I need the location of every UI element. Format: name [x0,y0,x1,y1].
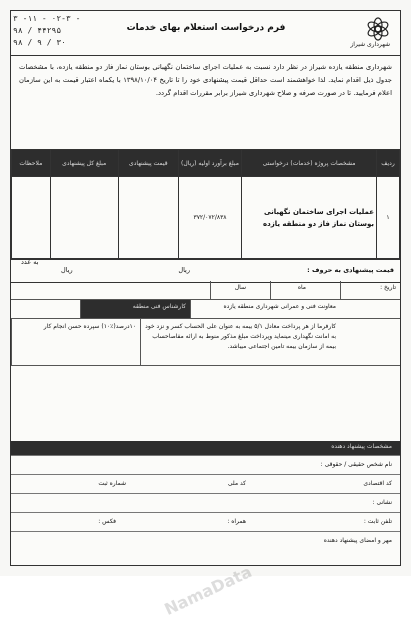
registration-label: شماره ثبت [98,480,126,487]
phone-row[interactable] [11,513,400,532]
sum-words-label: قیمت پیشنهادی به حروف : [307,266,394,274]
intro-paragraph: شهرداری منطقه یازده شیراز در نظر دارد نسبت به عملیات اجرای ساختمان نگهبانی بوستان نماز فاز دو منطقه یازده، با مشخصات جدول ذیل اقدام نماید. لذا خواهشمند است حداقل قیمت پیشنهادی خود را تا تاریخ ۱۳۹۸/۱۰/۰۴ با یکماه اعتبار قیمت به این سازمان اعلام فرمایید. تا در صورت صرفه و صلاح شهرداری شیراز برابر مقررات اقدام گردد. [19,63,392,97]
col-total-price: مبلغ کل پیشنهادی [50,150,118,177]
signature-row[interactable] [11,532,400,550]
phone-label: تلفن ثابت : [363,518,392,525]
office-row [11,300,400,319]
col-notes: ملاحظات [12,150,51,177]
office-label: معاونت فنی و عمرانی شهرداری منطقه یازده [190,300,340,318]
contractor-name-label: نام شخص حقیقی / حقوقی : [320,461,392,468]
col-unit-price: قیمت پیشنهادی [118,150,178,177]
sum-number-rial: ریال [61,266,73,274]
contractor-codes-row[interactable] [11,475,400,494]
table-header-row [12,150,400,177]
contractor-name-row[interactable] [11,456,400,475]
sum-number-label: به عدد [21,258,39,266]
col-description: مشخصات پروژه (خدمات) درخواستی [242,150,377,177]
sum-in-words-row [11,259,400,283]
ref-line-3: ۹۸ / ۹ / ۳۰ [13,38,66,47]
form-title: فرم درخواست استعلام بهای خدمات [126,23,286,33]
expert-label: کارشناس فنی منطقه [80,300,190,318]
row-estimate: ۳۷۲/۰۷۲/۸۳۸ [179,177,242,259]
row-total-price[interactable] [50,177,118,259]
form-header [11,11,400,56]
form-frame [10,10,401,619]
col-estimate: مبلغ برآورد اولیه (ریال) [179,150,242,177]
col-row-no: ردیف [377,150,400,177]
logo-caption: شهرداری شیراز [350,41,390,48]
month-label: ماه [270,281,310,299]
terms-text: کارفرما از هر پرداخت معادل ۵/۱ بیمه به عنوان علی الحساب کسر و نزد خود به امانت نگهداری مینماید وپرداخت مبلغ مذکور منوط به ارائه مفاصاحساب بیمه از سازمان بیمه تامین اجتماعی میباشد. [140,319,340,365]
ref-line-2: ۹۸ / ۴۴۲۹۵ [13,26,62,35]
contractor-title: مشخصات پیشنهاد دهنده [331,443,392,450]
contractor-section [11,441,400,550]
row-description: عملیات اجرای ساختمان نگهبانی بوستان نماز فاز دو منطقه یازده [242,177,377,259]
mobile-label: همراه : [227,518,246,525]
national-code-label: کد ملی [227,480,246,487]
signature-label: مهر و امضای پیشنهاد دهنده [323,537,392,544]
address-row[interactable] [11,494,400,513]
reference-box [13,13,103,51]
economic-code-label: کد اقتصادی [363,480,392,487]
address-label: نشانی : [372,499,392,506]
date-row [11,281,400,300]
ref-line-1: ۳ -۱۱ - ۰۲-۳ - [13,14,81,23]
year-label: سال [210,281,250,299]
watermark: NamaData [161,561,255,619]
table-row [12,177,400,259]
terms-row [11,319,400,366]
row-unit-price[interactable] [118,177,178,259]
contractor-header [11,441,400,456]
deposit-text: ۱۰درصد(٪۱۰) سپرده حسن انجام کار [11,319,140,365]
items-table [11,149,400,259]
fax-label: فکس : [98,518,116,525]
sum-words-rial: ریال [178,266,190,274]
row-notes[interactable] [12,177,51,259]
date-label: تاریخ : [340,281,400,299]
row-no: ۱ [377,177,400,259]
